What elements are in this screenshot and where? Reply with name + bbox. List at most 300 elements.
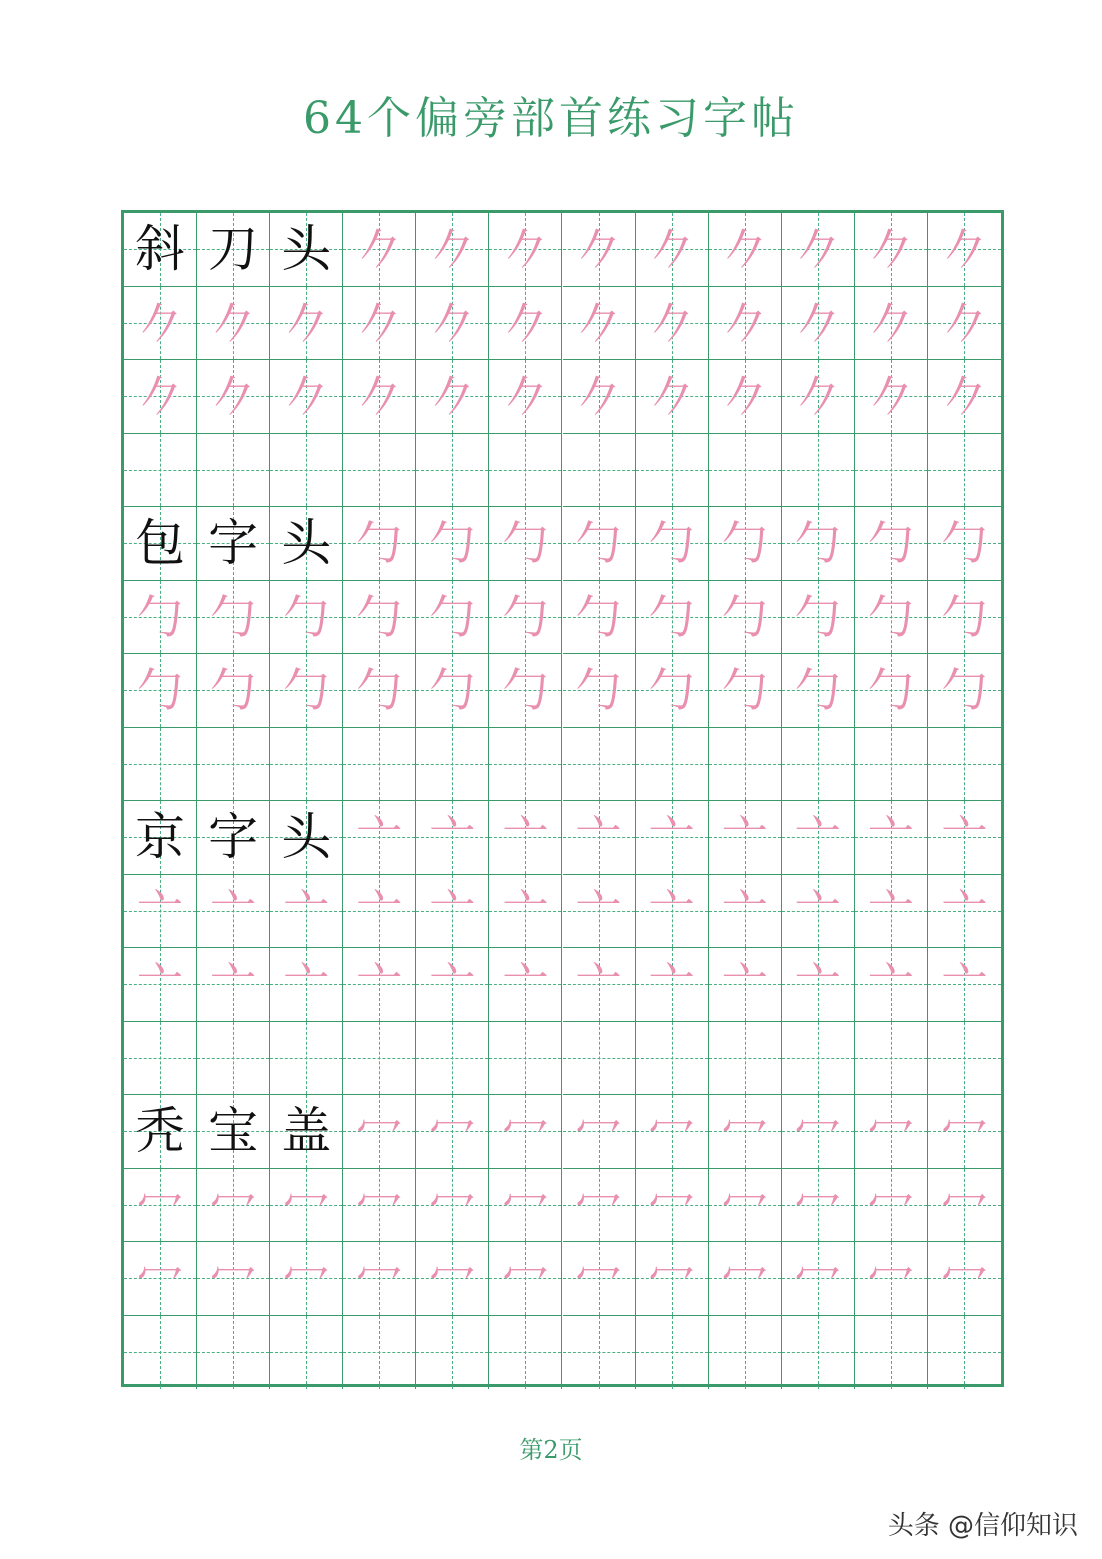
grid-cell — [636, 654, 709, 728]
grid-row — [124, 213, 1001, 287]
grid-cell — [197, 287, 270, 361]
guide-line-horizontal — [782, 764, 854, 765]
grid-cell — [563, 581, 636, 655]
grid-cell — [636, 948, 709, 1022]
grid-cell — [343, 581, 416, 655]
grid-cell — [928, 1316, 1001, 1390]
grid-cell — [782, 1022, 855, 1096]
grid-cell — [855, 801, 928, 875]
grid-row — [124, 1316, 1001, 1390]
trace-char: 勹 — [210, 663, 257, 718]
trace-char: 𠂊 — [648, 369, 695, 424]
trace-char: 勹 — [575, 516, 622, 571]
guide-line-horizontal — [636, 1058, 708, 1059]
grid-cell — [489, 287, 562, 361]
grid-cell — [124, 728, 197, 802]
trace-char: 𠂊 — [867, 369, 914, 424]
trace-char: 冖 — [867, 1251, 914, 1306]
trace-char: 𠂊 — [721, 369, 768, 424]
grid-cell — [489, 1095, 562, 1169]
trace-char: 𠂊 — [502, 369, 549, 424]
trace-char: 冖 — [429, 1104, 476, 1159]
grid-cell — [928, 213, 1001, 287]
grid-cell — [343, 1095, 416, 1169]
trace-char: 冖 — [429, 1177, 476, 1232]
grid-cell — [709, 1095, 782, 1169]
trace-char: 亠 — [210, 957, 257, 1012]
grid-cell — [197, 581, 270, 655]
grid-cell — [563, 1316, 636, 1390]
trace-char: 亠 — [575, 883, 622, 938]
grid-cell — [782, 360, 855, 434]
trace-char: 亠 — [356, 957, 403, 1012]
trace-char: 冖 — [502, 1177, 549, 1232]
grid-cell — [928, 434, 1001, 508]
trace-char: 亠 — [429, 957, 476, 1012]
trace-char: 冖 — [575, 1251, 622, 1306]
grid-cell — [197, 1095, 270, 1169]
grid-cell — [709, 654, 782, 728]
grid-cell — [416, 360, 489, 434]
grid-cell — [855, 1022, 928, 1096]
grid-cell — [343, 801, 416, 875]
trace-char: 亠 — [941, 957, 988, 1012]
trace-char: 勹 — [429, 589, 476, 644]
grid-cell — [416, 434, 489, 508]
guide-line-horizontal — [782, 1352, 854, 1353]
grid-cell — [709, 1242, 782, 1316]
grid-cell — [709, 360, 782, 434]
trace-char: 勹 — [283, 589, 330, 644]
grid-cell — [489, 507, 562, 581]
grid-cell — [343, 948, 416, 1022]
grid-cell — [928, 875, 1001, 949]
trace-char: 冖 — [721, 1251, 768, 1306]
trace-char: 勹 — [283, 663, 330, 718]
grid-cell — [855, 507, 928, 581]
grid-cell — [270, 1022, 343, 1096]
grid-cell — [563, 1022, 636, 1096]
radical-name-char: 头 — [281, 220, 332, 279]
grid-cell — [563, 1169, 636, 1243]
grid-cell — [928, 1095, 1001, 1169]
grid-cell — [197, 1022, 270, 1096]
trace-char: 勹 — [867, 516, 914, 571]
trace-char: 勹 — [648, 663, 695, 718]
trace-char: 𠂊 — [721, 295, 768, 350]
trace-char: 𠂊 — [429, 369, 476, 424]
trace-char: 勹 — [137, 589, 184, 644]
guide-line-horizontal — [343, 1058, 415, 1059]
grid-cell — [416, 1316, 489, 1390]
guide-line-horizontal — [416, 1352, 488, 1353]
grid-cell — [928, 507, 1001, 581]
guide-line-horizontal — [855, 1352, 927, 1353]
grid-cell — [563, 1242, 636, 1316]
trace-char: 𠂊 — [502, 295, 549, 350]
grid-cell — [270, 1242, 343, 1316]
grid-cell — [855, 1242, 928, 1316]
guide-line-horizontal — [197, 1058, 269, 1059]
grid-cell — [636, 875, 709, 949]
trace-char: 冖 — [210, 1251, 257, 1306]
grid-cell — [124, 1169, 197, 1243]
grid-cell — [197, 507, 270, 581]
grid-cell — [124, 1022, 197, 1096]
trace-char: 亠 — [867, 810, 914, 865]
grid-cell — [636, 728, 709, 802]
trace-char: 亠 — [502, 957, 549, 1012]
grid-row — [124, 434, 1001, 508]
grid-cell — [270, 581, 343, 655]
grid-cell — [855, 213, 928, 287]
grid-cell — [489, 581, 562, 655]
trace-char: 冖 — [794, 1251, 841, 1306]
guide-line-horizontal — [782, 470, 854, 471]
grid-cell — [928, 581, 1001, 655]
grid-cell — [270, 801, 343, 875]
grid-cell — [709, 287, 782, 361]
trace-char: 勹 — [794, 589, 841, 644]
guide-line-horizontal — [270, 764, 342, 765]
guide-line-horizontal — [489, 764, 561, 765]
grid-cell — [636, 507, 709, 581]
grid-cell — [343, 287, 416, 361]
grid-cell — [563, 434, 636, 508]
grid-cell — [928, 654, 1001, 728]
trace-char: 亠 — [721, 957, 768, 1012]
grid-cell — [197, 1316, 270, 1390]
grid-cell — [416, 1169, 489, 1243]
trace-char: 勹 — [429, 663, 476, 718]
grid-cell — [563, 213, 636, 287]
guide-line-horizontal — [855, 1058, 927, 1059]
guide-line-horizontal — [343, 1352, 415, 1353]
grid-cell — [928, 1242, 1001, 1316]
guide-line-horizontal — [270, 1058, 342, 1059]
trace-char: 勹 — [356, 589, 403, 644]
trace-char: 𠂊 — [941, 369, 988, 424]
trace-char: 勹 — [794, 516, 841, 571]
trace-char: 冖 — [210, 1177, 257, 1232]
grid-cell — [343, 1022, 416, 1096]
grid-cell — [489, 1316, 562, 1390]
grid-cell — [782, 1095, 855, 1169]
grid-cell — [124, 948, 197, 1022]
grid-cell — [124, 360, 197, 434]
grid-cell — [270, 728, 343, 802]
radical-name-char: 宝 — [208, 1102, 259, 1161]
grid-cell — [855, 948, 928, 1022]
trace-char: 𠂊 — [648, 295, 695, 350]
grid-cell — [782, 287, 855, 361]
grid-cell — [709, 801, 782, 875]
grid-cell — [928, 1169, 1001, 1243]
grid-cell — [343, 1169, 416, 1243]
grid-cell — [489, 434, 562, 508]
grid-cell — [563, 801, 636, 875]
grid-cell — [636, 1242, 709, 1316]
guide-line-horizontal — [124, 764, 196, 765]
trace-char: 勹 — [867, 589, 914, 644]
grid-cell — [782, 801, 855, 875]
trace-char: 冖 — [941, 1104, 988, 1159]
grid-row — [124, 875, 1001, 949]
trace-char: 勹 — [356, 516, 403, 571]
trace-char: 𠂊 — [210, 369, 257, 424]
guide-line-horizontal — [928, 764, 1001, 765]
trace-char: 𠂊 — [429, 222, 476, 277]
grid-cell — [197, 1169, 270, 1243]
trace-char: 亠 — [648, 883, 695, 938]
grid-cell — [782, 434, 855, 508]
trace-char: 勹 — [721, 589, 768, 644]
grid-cell — [782, 1169, 855, 1243]
grid-cell — [489, 360, 562, 434]
trace-char: 亠 — [648, 957, 695, 1012]
grid-row — [124, 1022, 1001, 1096]
grid-cell — [782, 1316, 855, 1390]
trace-char: 勹 — [941, 516, 988, 571]
grid-cell — [197, 728, 270, 802]
grid-cell — [343, 1242, 416, 1316]
grid-cell — [416, 875, 489, 949]
grid-cell — [124, 875, 197, 949]
trace-char: 𠂊 — [137, 369, 184, 424]
trace-char: 亠 — [502, 810, 549, 865]
trace-char: 𠂊 — [794, 295, 841, 350]
grid-cell — [709, 948, 782, 1022]
guide-line-horizontal — [709, 1058, 781, 1059]
grid-row — [124, 948, 1001, 1022]
guide-line-horizontal — [197, 764, 269, 765]
radical-name-char: 字 — [208, 808, 259, 867]
grid-cell — [343, 654, 416, 728]
trace-char: 亠 — [794, 883, 841, 938]
grid-cell — [343, 507, 416, 581]
trace-char: 冖 — [575, 1177, 622, 1232]
grid-cell — [928, 360, 1001, 434]
grid-row — [124, 1095, 1001, 1169]
guide-line-horizontal — [563, 1352, 635, 1353]
trace-char: 亠 — [648, 810, 695, 865]
trace-char: 勹 — [721, 516, 768, 571]
guide-line-horizontal — [124, 470, 196, 471]
grid-cell — [416, 213, 489, 287]
trace-char: 𠂊 — [283, 295, 330, 350]
trace-char: 勹 — [721, 663, 768, 718]
grid-cell — [636, 1316, 709, 1390]
grid-cell — [636, 360, 709, 434]
grid-cell — [489, 213, 562, 287]
grid-cell — [636, 213, 709, 287]
grid-cell — [636, 287, 709, 361]
grid-cell — [928, 801, 1001, 875]
trace-char: 𠂊 — [867, 295, 914, 350]
grid-cell — [124, 434, 197, 508]
trace-char: 亠 — [137, 883, 184, 938]
trace-char: 亠 — [867, 957, 914, 1012]
guide-line-horizontal — [928, 470, 1001, 471]
trace-char: 𠂊 — [356, 295, 403, 350]
grid-cell — [928, 1022, 1001, 1096]
grid-row — [124, 1242, 1001, 1316]
guide-line-horizontal — [855, 764, 927, 765]
grid-cell — [489, 801, 562, 875]
trace-char: 冖 — [794, 1104, 841, 1159]
grid-cell — [563, 360, 636, 434]
guide-line-horizontal — [489, 1058, 561, 1059]
guide-line-horizontal — [489, 1352, 561, 1353]
trace-char: 勹 — [867, 663, 914, 718]
grid-cell — [709, 875, 782, 949]
radical-name-char: 头 — [281, 514, 332, 573]
trace-char: 冖 — [356, 1104, 403, 1159]
grid-cell — [709, 728, 782, 802]
guide-line-horizontal — [563, 1058, 635, 1059]
trace-char: 冖 — [575, 1104, 622, 1159]
grid-cell — [416, 287, 489, 361]
trace-char: 亠 — [283, 883, 330, 938]
trace-char: 冖 — [429, 1251, 476, 1306]
grid-cell — [782, 654, 855, 728]
grid-cell — [563, 507, 636, 581]
grid-cell — [782, 948, 855, 1022]
trace-char: 亠 — [941, 810, 988, 865]
trace-char: 𠂊 — [867, 222, 914, 277]
trace-char: 𠂊 — [429, 295, 476, 350]
grid-cell — [855, 360, 928, 434]
trace-char: 冖 — [356, 1251, 403, 1306]
trace-char: 勹 — [648, 589, 695, 644]
trace-char: 勹 — [502, 663, 549, 718]
grid-cell — [416, 1022, 489, 1096]
grid-row — [124, 360, 1001, 434]
grid-cell — [709, 1169, 782, 1243]
trace-char: 𠂊 — [137, 295, 184, 350]
grid-cell — [197, 654, 270, 728]
trace-char: 冖 — [137, 1251, 184, 1306]
trace-char: 𠂊 — [941, 222, 988, 277]
grid-cell — [709, 213, 782, 287]
trace-char: 亠 — [941, 883, 988, 938]
grid-cell — [416, 581, 489, 655]
trace-char: 𠂊 — [575, 222, 622, 277]
trace-char: 勹 — [941, 589, 988, 644]
grid-cell — [489, 1242, 562, 1316]
grid-cell — [855, 728, 928, 802]
trace-char: 亠 — [356, 810, 403, 865]
grid-cell — [782, 507, 855, 581]
radical-name-char: 秃 — [135, 1102, 186, 1161]
grid-cell — [636, 1095, 709, 1169]
grid-cell — [343, 1316, 416, 1390]
radical-name-char: 字 — [208, 514, 259, 573]
grid-cell — [197, 801, 270, 875]
grid-cell — [563, 948, 636, 1022]
trace-char: 亠 — [137, 957, 184, 1012]
grid-cell — [270, 360, 343, 434]
grid-cell — [416, 948, 489, 1022]
trace-char: 勹 — [502, 516, 549, 571]
grid-cell — [416, 654, 489, 728]
grid-cell — [124, 1316, 197, 1390]
trace-char: 勹 — [356, 663, 403, 718]
grid-cell — [416, 1095, 489, 1169]
radical-name-char: 盖 — [281, 1102, 332, 1161]
grid-row — [124, 728, 1001, 802]
trace-char: 亠 — [867, 883, 914, 938]
trace-char: 𠂊 — [210, 295, 257, 350]
grid-cell — [709, 581, 782, 655]
guide-line-horizontal — [782, 1058, 854, 1059]
trace-char: 亠 — [575, 957, 622, 1012]
grid-cell — [124, 287, 197, 361]
trace-char: 亠 — [575, 810, 622, 865]
trace-char: 冖 — [283, 1177, 330, 1232]
grid-cell — [270, 1095, 343, 1169]
guide-line-horizontal — [124, 1058, 196, 1059]
grid-cell — [636, 581, 709, 655]
grid-cell — [416, 801, 489, 875]
trace-char: 勹 — [648, 516, 695, 571]
trace-char: 冖 — [721, 1177, 768, 1232]
grid-cell — [416, 507, 489, 581]
trace-char: 亠 — [429, 883, 476, 938]
grid-cell — [489, 948, 562, 1022]
grid-cell — [563, 728, 636, 802]
grid-cell — [709, 434, 782, 508]
guide-line-horizontal — [709, 764, 781, 765]
grid-cell — [270, 287, 343, 361]
grid-cell — [855, 875, 928, 949]
trace-char: 勹 — [575, 663, 622, 718]
trace-char: 𠂊 — [794, 369, 841, 424]
trace-char: 冖 — [941, 1177, 988, 1232]
grid-cell — [855, 1316, 928, 1390]
grid-cell — [855, 1169, 928, 1243]
guide-line-horizontal — [928, 1352, 1001, 1353]
trace-char: 冖 — [502, 1251, 549, 1306]
trace-char: 𠂊 — [941, 295, 988, 350]
trace-char: 冖 — [721, 1104, 768, 1159]
grid-cell — [197, 360, 270, 434]
grid-cell — [489, 1169, 562, 1243]
grid-cell — [124, 1095, 197, 1169]
grid-cell — [343, 875, 416, 949]
page-number: 第2页 — [519, 1436, 583, 1464]
grid-cell — [270, 1316, 343, 1390]
grid-cell — [343, 360, 416, 434]
trace-char: 𠂊 — [283, 369, 330, 424]
grid-row — [124, 507, 1001, 581]
grid-cell — [563, 875, 636, 949]
grid-cell — [124, 213, 197, 287]
trace-char: 冖 — [941, 1251, 988, 1306]
grid-cell — [709, 507, 782, 581]
grid-cell — [928, 287, 1001, 361]
guide-line-horizontal — [709, 1352, 781, 1353]
guide-line-horizontal — [563, 470, 635, 471]
watermark: 头条 @信仰知识 — [887, 1511, 1078, 1541]
trace-char: 冖 — [502, 1104, 549, 1159]
radical-name-char: 包 — [135, 514, 186, 573]
guide-line-horizontal — [636, 764, 708, 765]
grid-cell — [563, 654, 636, 728]
grid-cell — [343, 213, 416, 287]
trace-char: 𠂊 — [356, 222, 403, 277]
guide-line-horizontal — [489, 470, 561, 471]
